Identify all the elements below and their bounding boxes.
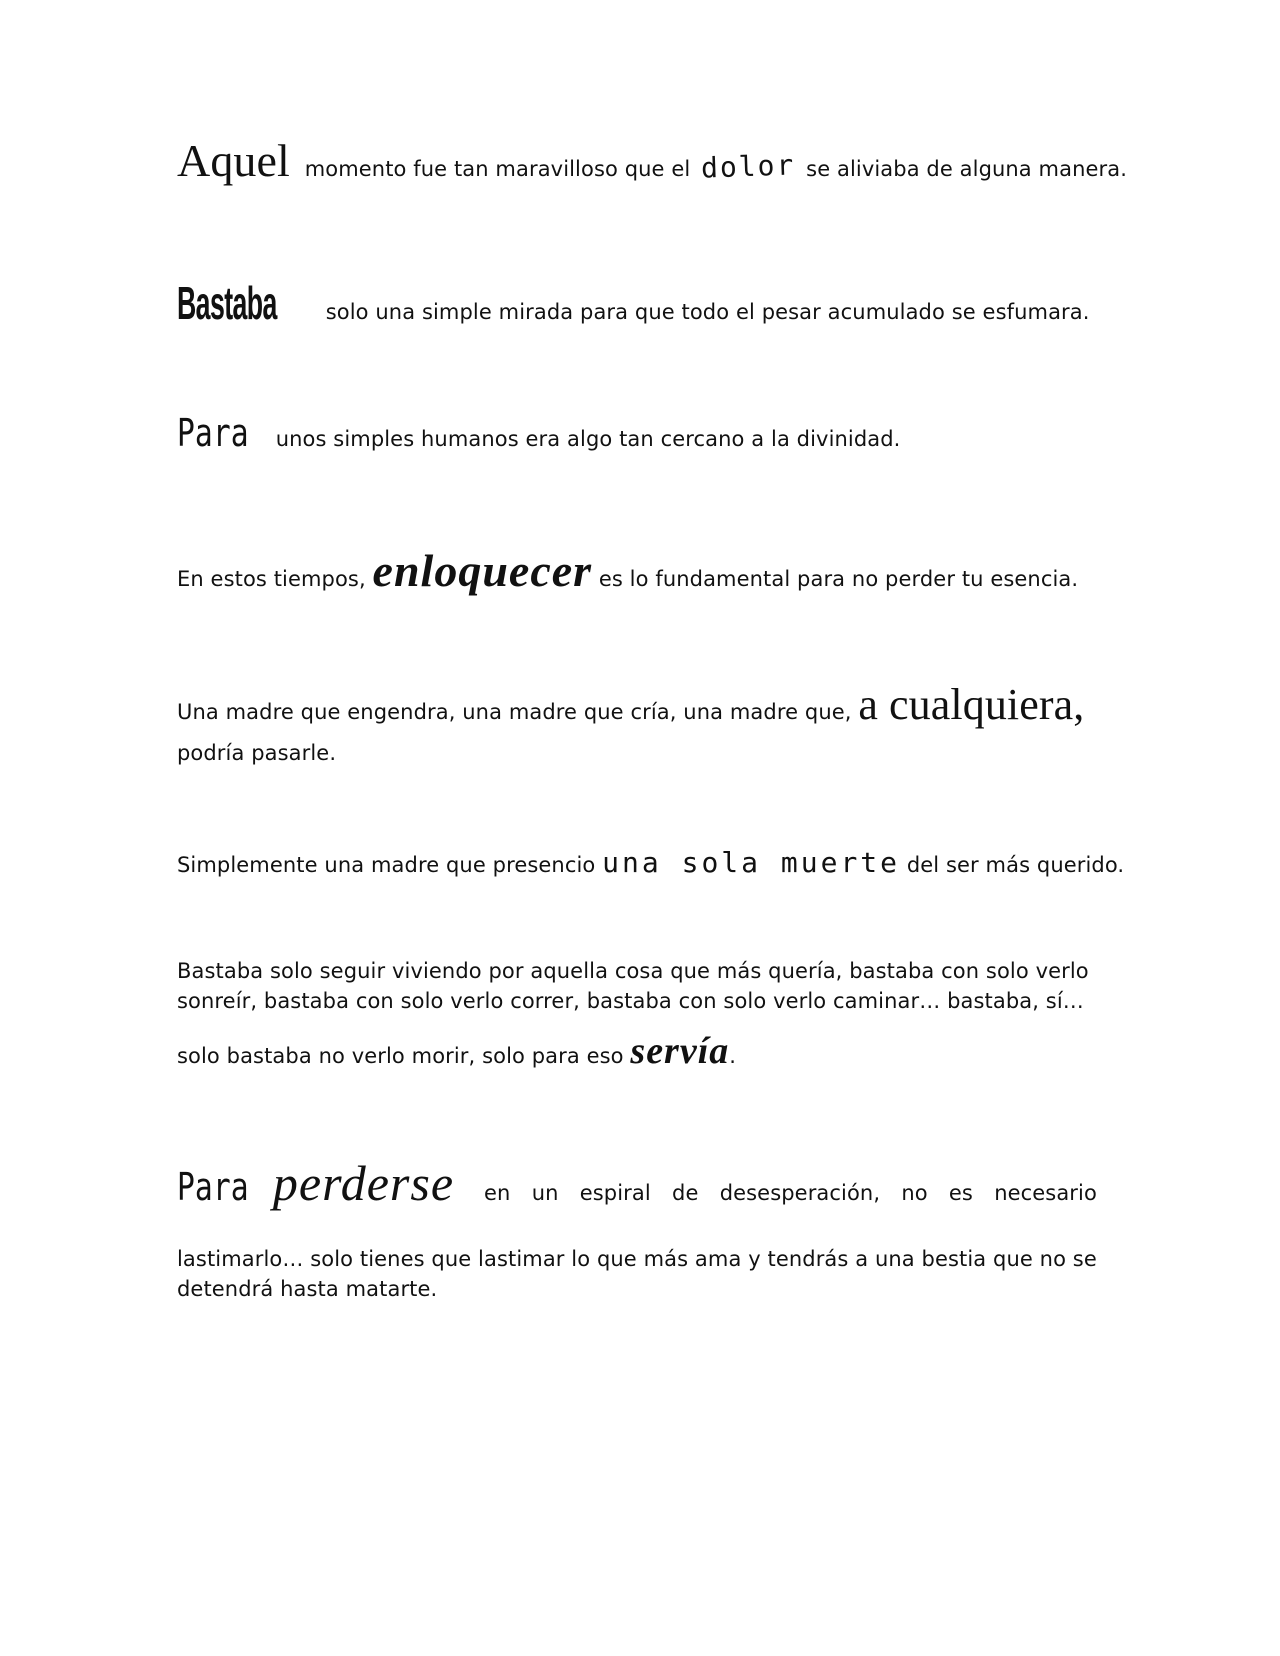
paragraph-5-line-2 [177,738,1097,768]
paragraph-6-tail: del ser más querido. [906,853,1125,877]
paragraph-8-line-2 [177,1244,1097,1274]
paragraph-6 [177,846,1125,880]
paragraph-2 [177,277,1097,329]
paragraph-7-line-2 [177,986,1097,1016]
decorative-word-para: Para [177,411,249,455]
paragraph-1 [177,135,1127,186]
decorative-word-enloquecer: enloquecer [372,545,593,596]
decorative-word-para-2: Para [177,1165,249,1209]
word: desesperación, [719,1181,881,1205]
paragraph-7-line2: sonreír, bastaba con solo verlo correr, bastaba con solo verlo caminar… bastaba, sí… [177,989,1084,1013]
word: no [901,1181,928,1205]
paragraph-3 [177,411,1097,455]
decorative-word-dolor: dolor [700,148,796,185]
paragraph-7-line3-head: solo bastaba no verlo morir, solo para eso [177,1044,624,1068]
word: en [484,1181,511,1205]
decorative-word-bastaba: Bastaba [177,277,277,329]
word: un [531,1181,559,1205]
word: de [672,1181,699,1205]
paragraph-2-tail: solo una simple mirada para que todo el pesar acumulado se esfumara. [325,300,1090,324]
paragraph-5-line2: podría pasarle. [177,741,337,765]
paragraph-8-line-3 [177,1274,1097,1304]
decorative-word-perderse: perderse [272,1155,455,1211]
decorative-word-aquel: Aquel [177,135,290,186]
document-page [177,0,1127,1656]
decorative-word-servia: servía [630,1030,730,1072]
paragraph-7-line-3 [177,1030,1097,1072]
paragraph-7-line3-tail: . [729,1044,737,1068]
word: necesario [994,1181,1097,1205]
paragraph-6-head: Simplemente una madre que presencio [177,853,596,877]
paragraph-1-tail: se aliviaba de alguna manera. [806,157,1127,181]
paragraph-8-line3: detendrá hasta matarte. [177,1277,438,1301]
paragraph-4 [177,545,1097,596]
paragraph-3-tail: unos simples humanos era algo tan cercano a la divinidad. [275,427,901,451]
paragraph-8 [177,1155,1097,1211]
paragraph-8-line2: lastimarlo… solo tienes que lastimar lo que más ama y tendrás a una bestia que no se [177,1247,1097,1271]
paragraph-5 [177,680,1097,729]
paragraph-7-line-1 [177,956,1097,986]
paragraph-7-line1: Bastaba solo seguir viviendo por aquella cosa que más quería, bastaba con solo verlo [177,959,1089,983]
paragraph-5-head: Una madre que engendra, una madre que cría, una madre que, [177,700,852,724]
word: espiral [579,1181,651,1205]
paragraph-4-head: En estos tiempos, [177,567,366,591]
decorative-word-a-cualquiera: a cualquiera, [858,680,1085,729]
paragraph-1-middle: momento fue tan maravilloso que el [304,157,691,181]
paragraph-8-justified-words [484,1178,1097,1208]
decorative-phrase-una-sola-muerte: una sola muerte [602,846,901,879]
paragraph-4-tail: es lo fundamental para no perder tu esencia. [598,567,1079,591]
word: es [948,1181,973,1205]
